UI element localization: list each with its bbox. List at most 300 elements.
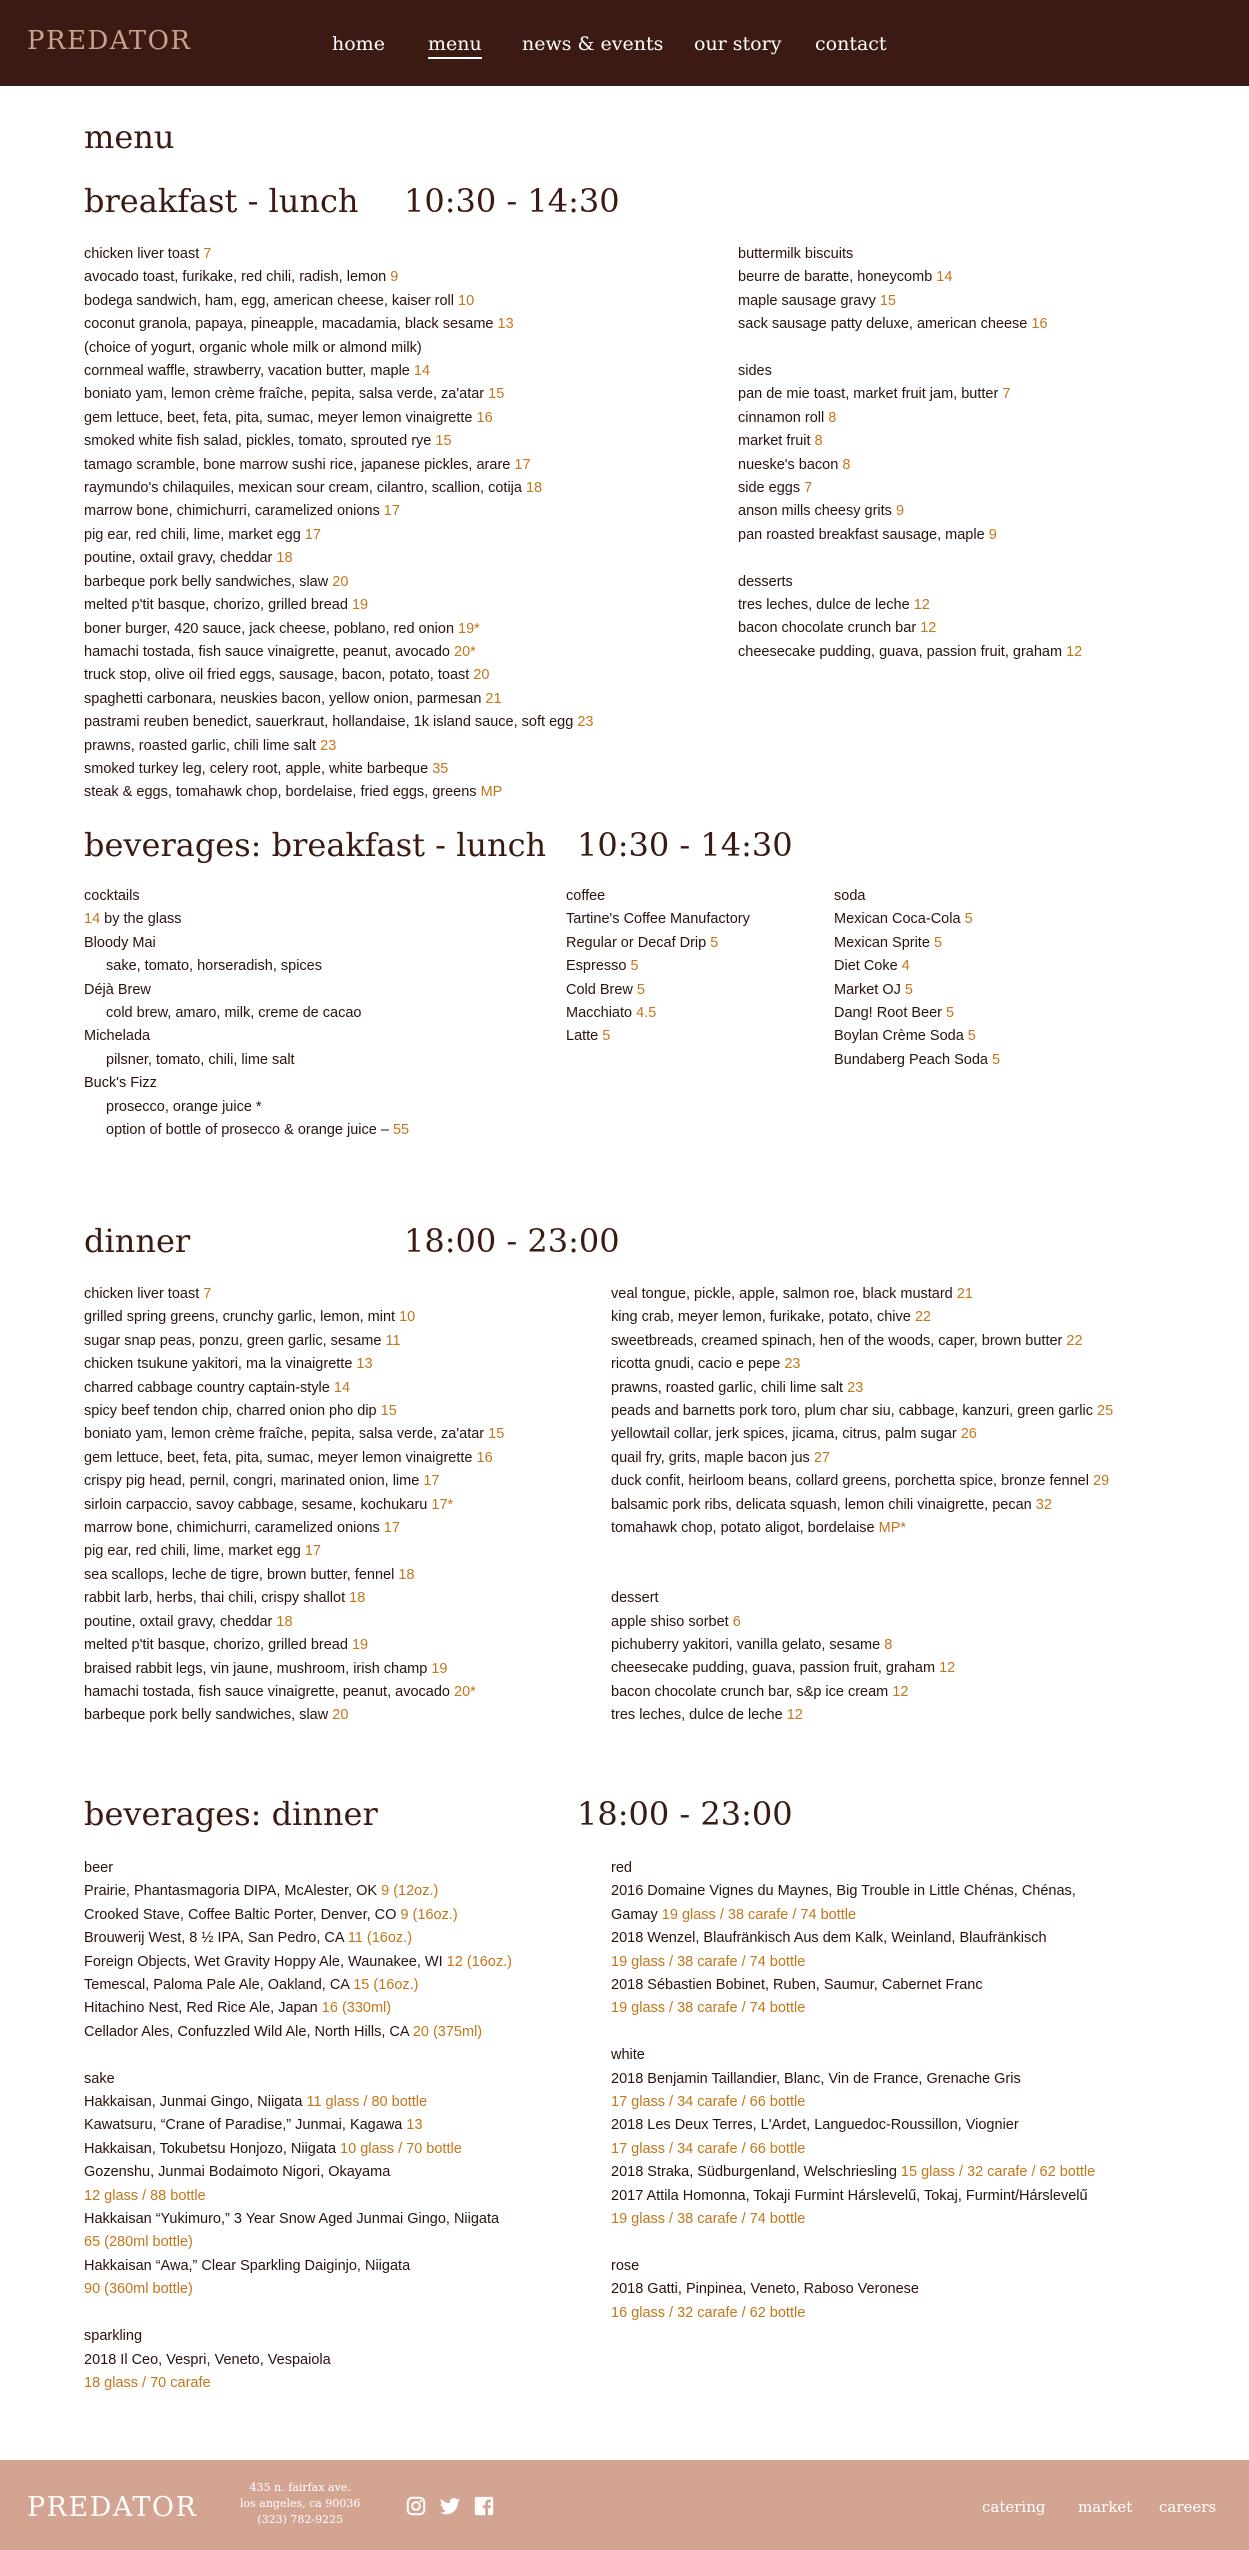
menu-item-price: 5	[630, 958, 639, 975]
menu-item	[834, 1049, 1000, 1072]
menu-item	[84, 1587, 504, 1610]
menu-item-price: 7	[1002, 386, 1011, 403]
menu-item	[84, 688, 593, 711]
menu-item-name: 2018 Sébastien Bobinet, Ruben, Saumur, Cabernet Franc	[611, 1977, 983, 1994]
menu-item-name: Cellador Ales, Confuzzled Wild Ale, North Hills, CA	[84, 2023, 409, 2040]
menu-item	[566, 1002, 750, 1025]
menu-item	[84, 1423, 504, 1446]
menu-item	[84, 266, 593, 289]
menu-item-name: rose	[611, 2257, 640, 2274]
dinner-list-left	[84, 1283, 504, 1728]
menu-item	[84, 955, 409, 978]
menu-item-price: 23	[320, 737, 337, 754]
menu-item-price: 5	[964, 911, 973, 928]
menu-item-name: bodega sandwich, ham, egg, american cheese, kaiser roll	[84, 292, 454, 309]
menu-item-name: anson mills cheesy grits	[738, 503, 892, 520]
menu-item-name: rabbit larb, herbs, thai chili, crispy shallot	[84, 1590, 346, 1607]
menu-item	[84, 2138, 512, 2161]
menu-item	[84, 360, 593, 383]
footer-link-careers[interactable]: careers	[1159, 2498, 1217, 2516]
menu-item-price: 18	[525, 480, 543, 497]
menu-item-price: 15	[435, 433, 452, 450]
social-links	[405, 2495, 495, 2517]
menu-item-name: Brouwerij West, 8 ½ IPA, San Pedro, CA	[84, 1930, 344, 1947]
menu-item-price: 23	[577, 714, 594, 731]
soda-list	[834, 885, 1000, 1072]
menu-item	[84, 2161, 512, 2184]
menu-item-price: 15	[488, 1426, 505, 1443]
menu-item-name: Buck's Fizz	[84, 1075, 157, 1092]
menu-item-price: 8	[828, 409, 837, 426]
menu-item-price: 13	[497, 316, 514, 333]
coffee-list	[566, 885, 750, 1049]
nav-news-events[interactable]: news & events	[522, 33, 664, 55]
menu-item-price: 15 (16oz.)	[353, 1977, 419, 1994]
menu-item-name: sea scallops, leche de tigre, brown butter, fennel	[84, 1566, 395, 1583]
menu-item-price: 10	[458, 292, 475, 309]
menu-item-price: 90 (360ml bottle)	[84, 2281, 193, 2298]
menu-item-price: 16 (330ml)	[321, 2000, 392, 2017]
menu-item-name: 2018 Les Deux Terres, L'Ardet, Languedoc-Roussillon, Viognier	[611, 2117, 1019, 2134]
menu-item-price: 17 glass / 34 carafe / 66 bottle	[611, 2140, 806, 2157]
menu-item-name: cheesecake pudding, guava, passion fruit, graham	[738, 643, 1063, 660]
menu-item	[84, 1951, 512, 1974]
breakfast-list-left	[84, 243, 593, 805]
menu-item	[84, 1658, 504, 1681]
facebook-icon[interactable]	[473, 2495, 495, 2517]
page-title: menu	[84, 118, 175, 156]
menu-item-price: 11	[385, 1332, 401, 1349]
bev-dinner-list-right	[611, 1857, 1095, 2325]
menu-item-name: pig ear, red chili, lime, market egg	[84, 1543, 301, 1560]
menu-item-name: gem lettuce, beet, feta, pita, sumac, meyer lemon vinaigrette	[84, 1449, 473, 1466]
menu-item	[611, 1330, 1113, 1353]
menu-item-price: 15 glass / 32 carafe / 62 bottle	[900, 2164, 1096, 2181]
menu-item	[611, 2114, 1095, 2137]
menu-item	[738, 617, 1082, 640]
menu-item-price: 12 glass / 88 bottle	[84, 2187, 206, 2204]
dinner-time: 18:00 - 23:00	[404, 1222, 620, 1260]
menu-item-name: bacon chocolate crunch bar	[738, 620, 917, 637]
menu-item-name: poutine, oxtail gravy, cheddar	[84, 550, 273, 567]
menu-item-name: tamago scramble, bone marrow sushi rice, japanese pickles, arare	[84, 456, 511, 473]
menu-item	[84, 1634, 504, 1657]
menu-item-price: 9	[988, 526, 997, 543]
footer-address	[240, 2480, 360, 2528]
menu-item-name: coconut granola, papaya, pineapple, macadamia, black sesame	[84, 316, 494, 333]
menu-item-name: dessert	[611, 1590, 659, 1607]
menu-item-price: 16	[476, 1449, 493, 1466]
menu-item	[84, 383, 593, 406]
spacer	[738, 547, 1082, 570]
menu-item	[84, 2021, 512, 2044]
menu-item	[611, 2161, 1095, 2184]
menu-item-name: cornmeal waffle, strawberry, vacation butter, maple	[84, 363, 410, 380]
menu-item	[611, 2278, 1095, 2301]
menu-item-price: 20*	[454, 1683, 476, 1700]
nav-home[interactable]: home	[332, 33, 385, 55]
menu-item-name: veal tongue, pickle, apple, salmon roe, black mustard	[611, 1286, 953, 1302]
menu-item-price: 17	[383, 503, 400, 520]
menu-item-price: 11 (16oz.)	[347, 1930, 413, 1947]
menu-item-price: 14	[84, 911, 101, 928]
menu-item-price: 18 glass / 70 carafe	[84, 2374, 211, 2391]
menu-item	[611, 1423, 1113, 1446]
menu-item	[84, 781, 593, 804]
menu-item-name: peads and barnetts pork toro, plum char siu, cabbage, kanzuri, green garlic	[611, 1403, 1093, 1420]
menu-item-name: desserts	[738, 573, 793, 590]
menu-item	[84, 735, 593, 758]
menu-item	[84, 1904, 512, 1927]
menu-item-price: 16	[1031, 316, 1048, 333]
menu-item-name: sparkling	[84, 2328, 143, 2345]
menu-item	[611, 1587, 1113, 1610]
menu-item	[834, 1002, 1000, 1025]
menu-item	[738, 407, 1082, 430]
menu-item-name: truck stop, olive oil fried eggs, sausage, bacon, potato, toast	[84, 667, 470, 684]
menu-item	[84, 337, 593, 360]
menu-item	[84, 1377, 504, 1400]
menu-item-price: 19 glass / 38 carafe / 74 bottle	[611, 2000, 806, 2017]
menu-item-name: pastrami reuben benedict, sauerkraut, hollandaise, 1k island sauce, soft egg	[84, 714, 574, 731]
site-header	[0, 0, 1249, 86]
menu-item-name: prawns, roasted garlic, chili lime salt	[611, 1379, 844, 1396]
menu-item-name: 2016 Domaine Vignes du Maynes, Big Trouble in Little Chénas, Chénas,	[611, 1883, 1076, 1900]
menu-item-name: Hakkaisan, Junmai Gingo, Niigata	[84, 2094, 303, 2111]
menu-item	[84, 1494, 504, 1517]
menu-item-price: 15	[879, 292, 896, 309]
menu-item	[84, 2278, 512, 2301]
menu-item-price: 10 glass / 70 bottle	[340, 2140, 462, 2157]
menu-item-price: 35	[432, 760, 449, 777]
menu-item-name: smoked white fish salad, pickles, tomato, sprouted rye	[84, 433, 432, 450]
menu-item	[611, 2044, 1095, 2067]
menu-item	[84, 1072, 409, 1095]
menu-item-name: Regular or Decaf Drip	[566, 934, 707, 951]
menu-item-name: nueske's bacon	[738, 456, 839, 473]
address-phone[interactable]: (323) 782-9225	[257, 2513, 344, 2526]
menu-item	[738, 266, 1082, 289]
menu-item-price: 29	[1093, 1473, 1110, 1490]
menu-item	[84, 664, 593, 687]
menu-item	[611, 1447, 1113, 1470]
menu-item-price: 17	[304, 526, 321, 543]
menu-item	[738, 360, 1082, 383]
bev-dinner-time: 18:00 - 23:00	[577, 1795, 793, 1833]
menu-item	[84, 979, 409, 1002]
menu-item-price: 18	[349, 1590, 366, 1607]
menu-item-name: Michelada	[84, 1028, 151, 1045]
menu-item-name: bacon chocolate crunch bar, s&p ice cream	[611, 1683, 889, 1700]
menu-item-name: Mexican Coca-Cola	[834, 911, 961, 928]
menu-item-price: 17 glass / 34 carafe / 66 bottle	[611, 2094, 806, 2111]
menu-item-name: Hakkaisan “Yukimuro,” 3 Year Snow Aged Junmai Gingo, Niigata	[84, 2211, 500, 2228]
menu-item-name: Bundaberg Peach Soda	[834, 1051, 988, 1068]
menu-item	[84, 2091, 512, 2114]
menu-item	[738, 290, 1082, 313]
menu-item-name: 2018 Wenzel, Blaufränkisch Aus dem Kalk, Weinland, Blaufränkisch	[611, 1930, 1047, 1947]
menu-item-name: maple sausage gravy	[738, 292, 876, 309]
menu-item	[611, 2302, 1095, 2325]
menu-item-price: 65 (280ml bottle)	[84, 2234, 193, 2251]
breakfast-list-right	[738, 243, 1082, 664]
menu-item-price: 19	[431, 1660, 448, 1677]
nav-our-story[interactable]: our story	[694, 33, 782, 55]
menu-item-price: 4.5	[636, 1005, 657, 1022]
menu-item-name: sweetbreads, creamed spinach, hen of the woods, caper, brown butter	[611, 1332, 1063, 1349]
footer-logo[interactable]: PREDATOR	[27, 2492, 198, 2523]
spacer	[611, 2021, 1095, 2044]
menu-item-name: boniato yam, lemon crème fraîche, pepita, salsa verde, za'atar	[84, 386, 485, 403]
menu-item-price: 8	[884, 1637, 893, 1654]
menu-item-price: 20*	[454, 643, 476, 660]
menu-item	[611, 2138, 1095, 2161]
menu-item-name: 2018 Il Ceo, Vespri, Veneto, Vespaiola	[84, 2351, 331, 2368]
menu-item	[566, 979, 750, 1002]
menu-item-name: Market OJ	[834, 981, 901, 998]
menu-item	[738, 524, 1082, 547]
menu-item	[84, 500, 593, 523]
menu-item-price: 18	[398, 1566, 415, 1583]
menu-item	[84, 243, 593, 266]
menu-item-price: 20 (375ml)	[412, 2023, 483, 2040]
menu-item	[84, 1611, 504, 1634]
menu-item	[84, 2114, 512, 2137]
menu-item	[84, 2255, 512, 2278]
menu-item-price: 12	[1066, 643, 1083, 660]
menu-item	[611, 1997, 1095, 2020]
menu-item-name: pig ear, red chili, lime, market egg	[84, 526, 301, 543]
cocktails-list	[84, 885, 409, 1142]
menu-item	[84, 711, 593, 734]
menu-item	[566, 885, 750, 908]
menu-item-name: Temescal, Paloma Pale Ale, Oakland, CA	[84, 1977, 350, 1994]
instagram-icon[interactable]	[405, 2495, 427, 2517]
menu-item-name: spaghetti carbonara, neuskies bacon, yellow onion, parmesan	[84, 690, 482, 707]
menu-item	[738, 243, 1082, 266]
menu-item-price: 7	[804, 480, 813, 497]
menu-item-name: chicken liver toast	[84, 1286, 200, 1302]
menu-item-name: poutine, oxtail gravy, cheddar	[84, 1613, 273, 1630]
menu-item-price: 4	[901, 958, 910, 975]
menu-item-name: gem lettuce, beet, feta, pita, sumac, meyer lemon vinaigrette	[84, 409, 473, 426]
menu-item	[84, 2325, 512, 2348]
menu-item-price: 5	[992, 1051, 1001, 1068]
menu-item	[611, 1306, 1113, 1329]
menu-item-name: barbeque pork belly sandwiches, slaw	[84, 1707, 329, 1724]
menu-item-price: MP	[480, 784, 503, 801]
menu-item-name: 2017 Attila Homonna, Tokaji Furmint Hárslevelű, Tokaj, Furmint/Hárslevelű	[611, 2187, 1088, 2204]
menu-item-name: Bloody Mai	[84, 934, 156, 951]
menu-item-name: Macchiato	[566, 1005, 633, 1022]
menu-item-price: 11 glass / 80 bottle	[306, 2094, 428, 2111]
menu-item-name: cheesecake pudding, guava, passion fruit, graham	[611, 1660, 936, 1677]
menu-item	[84, 908, 409, 931]
menu-item-name: red	[611, 1860, 632, 1876]
dinner-title: dinner	[84, 1222, 191, 1260]
menu-item-price: 20	[332, 1707, 349, 1724]
footer-link-catering[interactable]: catering	[982, 2498, 1046, 2516]
menu-item	[566, 908, 750, 931]
menu-item-price: 32	[1035, 1496, 1052, 1513]
menu-item-price: 19	[351, 1637, 369, 1654]
menu-item-name: sugar snap peas, ponzu, green garlic, sesame	[84, 1332, 382, 1349]
menu-item	[84, 1306, 504, 1329]
menu-item	[611, 1494, 1113, 1517]
menu-item-name: quail fry, grits, maple bacon jus	[611, 1449, 810, 1466]
menu-item-name: option of bottle of prosecco & orange juice –	[106, 1122, 389, 1139]
menu-item-name: crispy pig head, pernil, congri, marinated onion, lime	[84, 1473, 420, 1490]
menu-item	[84, 454, 593, 477]
menu-item-name: grilled spring greens, crunchy garlic, lemon, mint	[84, 1309, 396, 1326]
menu-item-name: coffee	[566, 888, 606, 904]
menu-item-name: prosecco, orange juice *	[106, 1098, 262, 1115]
menu-item-name: Déjà Brew	[84, 981, 151, 998]
menu-item	[834, 1025, 1000, 1048]
menu-item-price: 16	[476, 409, 493, 426]
menu-item-name: pan roasted breakfast sausage, maple	[738, 526, 985, 543]
menu-item-price: 14	[413, 363, 431, 380]
menu-item-price: 6	[732, 1613, 741, 1630]
menu-item	[84, 1470, 504, 1493]
menu-item	[834, 908, 1000, 931]
menu-item	[738, 641, 1082, 664]
menu-item-name: melted p'tit basque, chorizo, grilled bread	[84, 597, 348, 614]
menu-item	[834, 955, 1000, 978]
menu-item-name: Crooked Stave, Coffee Baltic Porter, Denver, CO	[84, 1906, 397, 1923]
menu-item-name: hamachi tostada, fish sauce vinaigrette, peanut, avocado	[84, 1683, 450, 1700]
menu-item-price: 55	[392, 1122, 410, 1139]
menu-item	[611, 1400, 1113, 1423]
menu-item-name: smoked turkey leg, celery root, apple, white barbeque	[84, 760, 429, 777]
menu-item-name: 2018 Benjamin Taillandier, Blanc, Vin de France, Grenache Gris	[611, 2070, 1021, 2087]
menu-item	[611, 1470, 1113, 1493]
spacer	[84, 2302, 512, 2325]
menu-item-price: 19	[351, 597, 369, 614]
menu-item-price: 8	[814, 433, 823, 450]
menu-item	[84, 618, 593, 641]
menu-item-name: tomahawk chop, potato aligot, bordelaise	[611, 1520, 875, 1537]
menu-item-price: 5	[602, 1028, 611, 1045]
menu-item-name: marrow bone, chimichurri, caramelized onions	[84, 1520, 380, 1537]
menu-item-name: sirloin carpaccio, savoy cabbage, sesame, kochukaru	[84, 1496, 428, 1513]
menu-item-price: 7	[203, 1286, 212, 1302]
menu-item-name: Espresso	[566, 958, 627, 975]
spacer	[611, 1564, 1113, 1587]
menu-item	[84, 1857, 512, 1880]
menu-item-name: buttermilk biscuits	[738, 246, 854, 262]
menu-item-name: sake, tomato, horseradish, spices	[106, 958, 322, 975]
menu-item	[834, 932, 1000, 955]
menu-item-price: 17	[383, 1520, 400, 1537]
menu-item	[84, 2185, 512, 2208]
menu-item-name: pichuberry yakitori, vanilla gelato, sesame	[611, 1637, 881, 1654]
menu-item-price: 12	[892, 1683, 909, 1700]
menu-item-name: Diet Coke	[834, 958, 898, 975]
menu-item-price: 9 (12oz.)	[381, 1883, 439, 1900]
menu-item	[84, 758, 593, 781]
menu-item-name: Kawatsuru, “Crane of Paradise,” Junmai, Kagawa	[84, 2117, 403, 2134]
menu-item-name: charred cabbage country captain-style	[84, 1379, 330, 1396]
menu-item-name: 2018 Gatti, Pinpinea, Veneto, Raboso Veronese	[611, 2281, 919, 2298]
menu-item-name: steak & eggs, tomahawk chop, bordelaise, fried eggs, greens	[84, 784, 477, 801]
menu-item-price: 13	[406, 2117, 423, 2134]
footer-link-market[interactable]: market	[1078, 2498, 1133, 2516]
menu-item-name: soda	[834, 888, 866, 904]
menu-item	[84, 1400, 504, 1423]
menu-item-name: chicken tsukune yakitori, ma la vinaigrette	[84, 1356, 353, 1373]
menu-item-name: sake	[84, 2070, 115, 2087]
menu-item-name: chicken liver toast	[84, 246, 200, 262]
menu-item	[84, 932, 409, 955]
twitter-icon[interactable]	[437, 2495, 463, 2517]
spacer	[738, 337, 1082, 360]
menu-item-price: 5	[710, 934, 719, 951]
nav-contact[interactable]: contact	[815, 33, 887, 55]
menu-item	[611, 1904, 1095, 1927]
menu-item	[611, 1517, 1113, 1540]
spacer	[611, 1540, 1113, 1563]
logo[interactable]: PREDATOR	[27, 26, 192, 56]
menu-item	[84, 547, 593, 570]
menu-item-name: sides	[738, 363, 772, 380]
menu-item	[84, 290, 593, 313]
menu-item-name: sack sausage patty deluxe, american cheese	[738, 316, 1028, 333]
menu-item	[611, 1634, 1113, 1657]
menu-item	[738, 477, 1082, 500]
menu-item-name: Dang! Root Beer	[834, 1005, 943, 1022]
menu-item-price: 20	[473, 667, 490, 684]
menu-item-name: Prairie, Phantasmagoria DIPA, McAlester, OK	[84, 1883, 378, 1900]
menu-item-price: 12	[939, 1660, 956, 1677]
menu-item-price: 25	[1097, 1403, 1114, 1420]
menu-item-price: 9 (16oz.)	[400, 1906, 458, 1923]
menu-item	[611, 1880, 1095, 1903]
menu-item-price: 16 glass / 32 carafe / 62 bottle	[611, 2304, 806, 2321]
menu-item-price: 12 (16oz.)	[446, 1953, 512, 1970]
menu-item	[84, 1704, 504, 1727]
menu-item-name: yellowtail collar, jerk spices, jicama, citrus, palm sugar	[611, 1426, 957, 1443]
menu-item	[84, 1540, 504, 1563]
menu-item-price: 5	[904, 981, 913, 998]
menu-item-name: balsamic pork ribs, delicata squash, lemon chili vinaigrette, pecan	[611, 1496, 1032, 1513]
menu-item	[611, 1974, 1095, 1997]
menu-item	[84, 477, 593, 500]
menu-item	[834, 885, 1000, 908]
menu-item	[84, 1330, 504, 1353]
menu-item-price: 19*	[458, 620, 480, 637]
menu-item	[611, 1353, 1113, 1376]
menu-item-name: avocado toast, furikake, red chili, radish, lemon	[84, 269, 387, 286]
menu-item-name: hamachi tostada, fish sauce vinaigrette, peanut, avocado	[84, 643, 450, 660]
menu-item	[84, 1880, 512, 1903]
menu-item	[84, 2208, 512, 2231]
menu-item-price: 19 glass / 38 carafe / 74 bottle	[661, 1906, 857, 1923]
nav-menu[interactable]: menu	[428, 33, 482, 59]
menu-item-price: 17	[304, 1543, 321, 1560]
menu-item-price: 14	[333, 1379, 351, 1396]
menu-item-name: Mexican Sprite	[834, 934, 930, 951]
menu-item-price: 5	[933, 934, 943, 951]
menu-item-price: 20	[332, 573, 349, 590]
spacer	[84, 2044, 512, 2067]
bev-breakfast-time: 10:30 - 14:30	[577, 826, 793, 864]
menu-item	[84, 885, 409, 908]
menu-item	[84, 430, 593, 453]
menu-item-name: braised rabbit legs, vin jaune, mushroom, irish champ	[84, 1660, 428, 1677]
breakfast-title: breakfast - lunch	[84, 182, 359, 220]
menu-item	[834, 979, 1000, 1002]
